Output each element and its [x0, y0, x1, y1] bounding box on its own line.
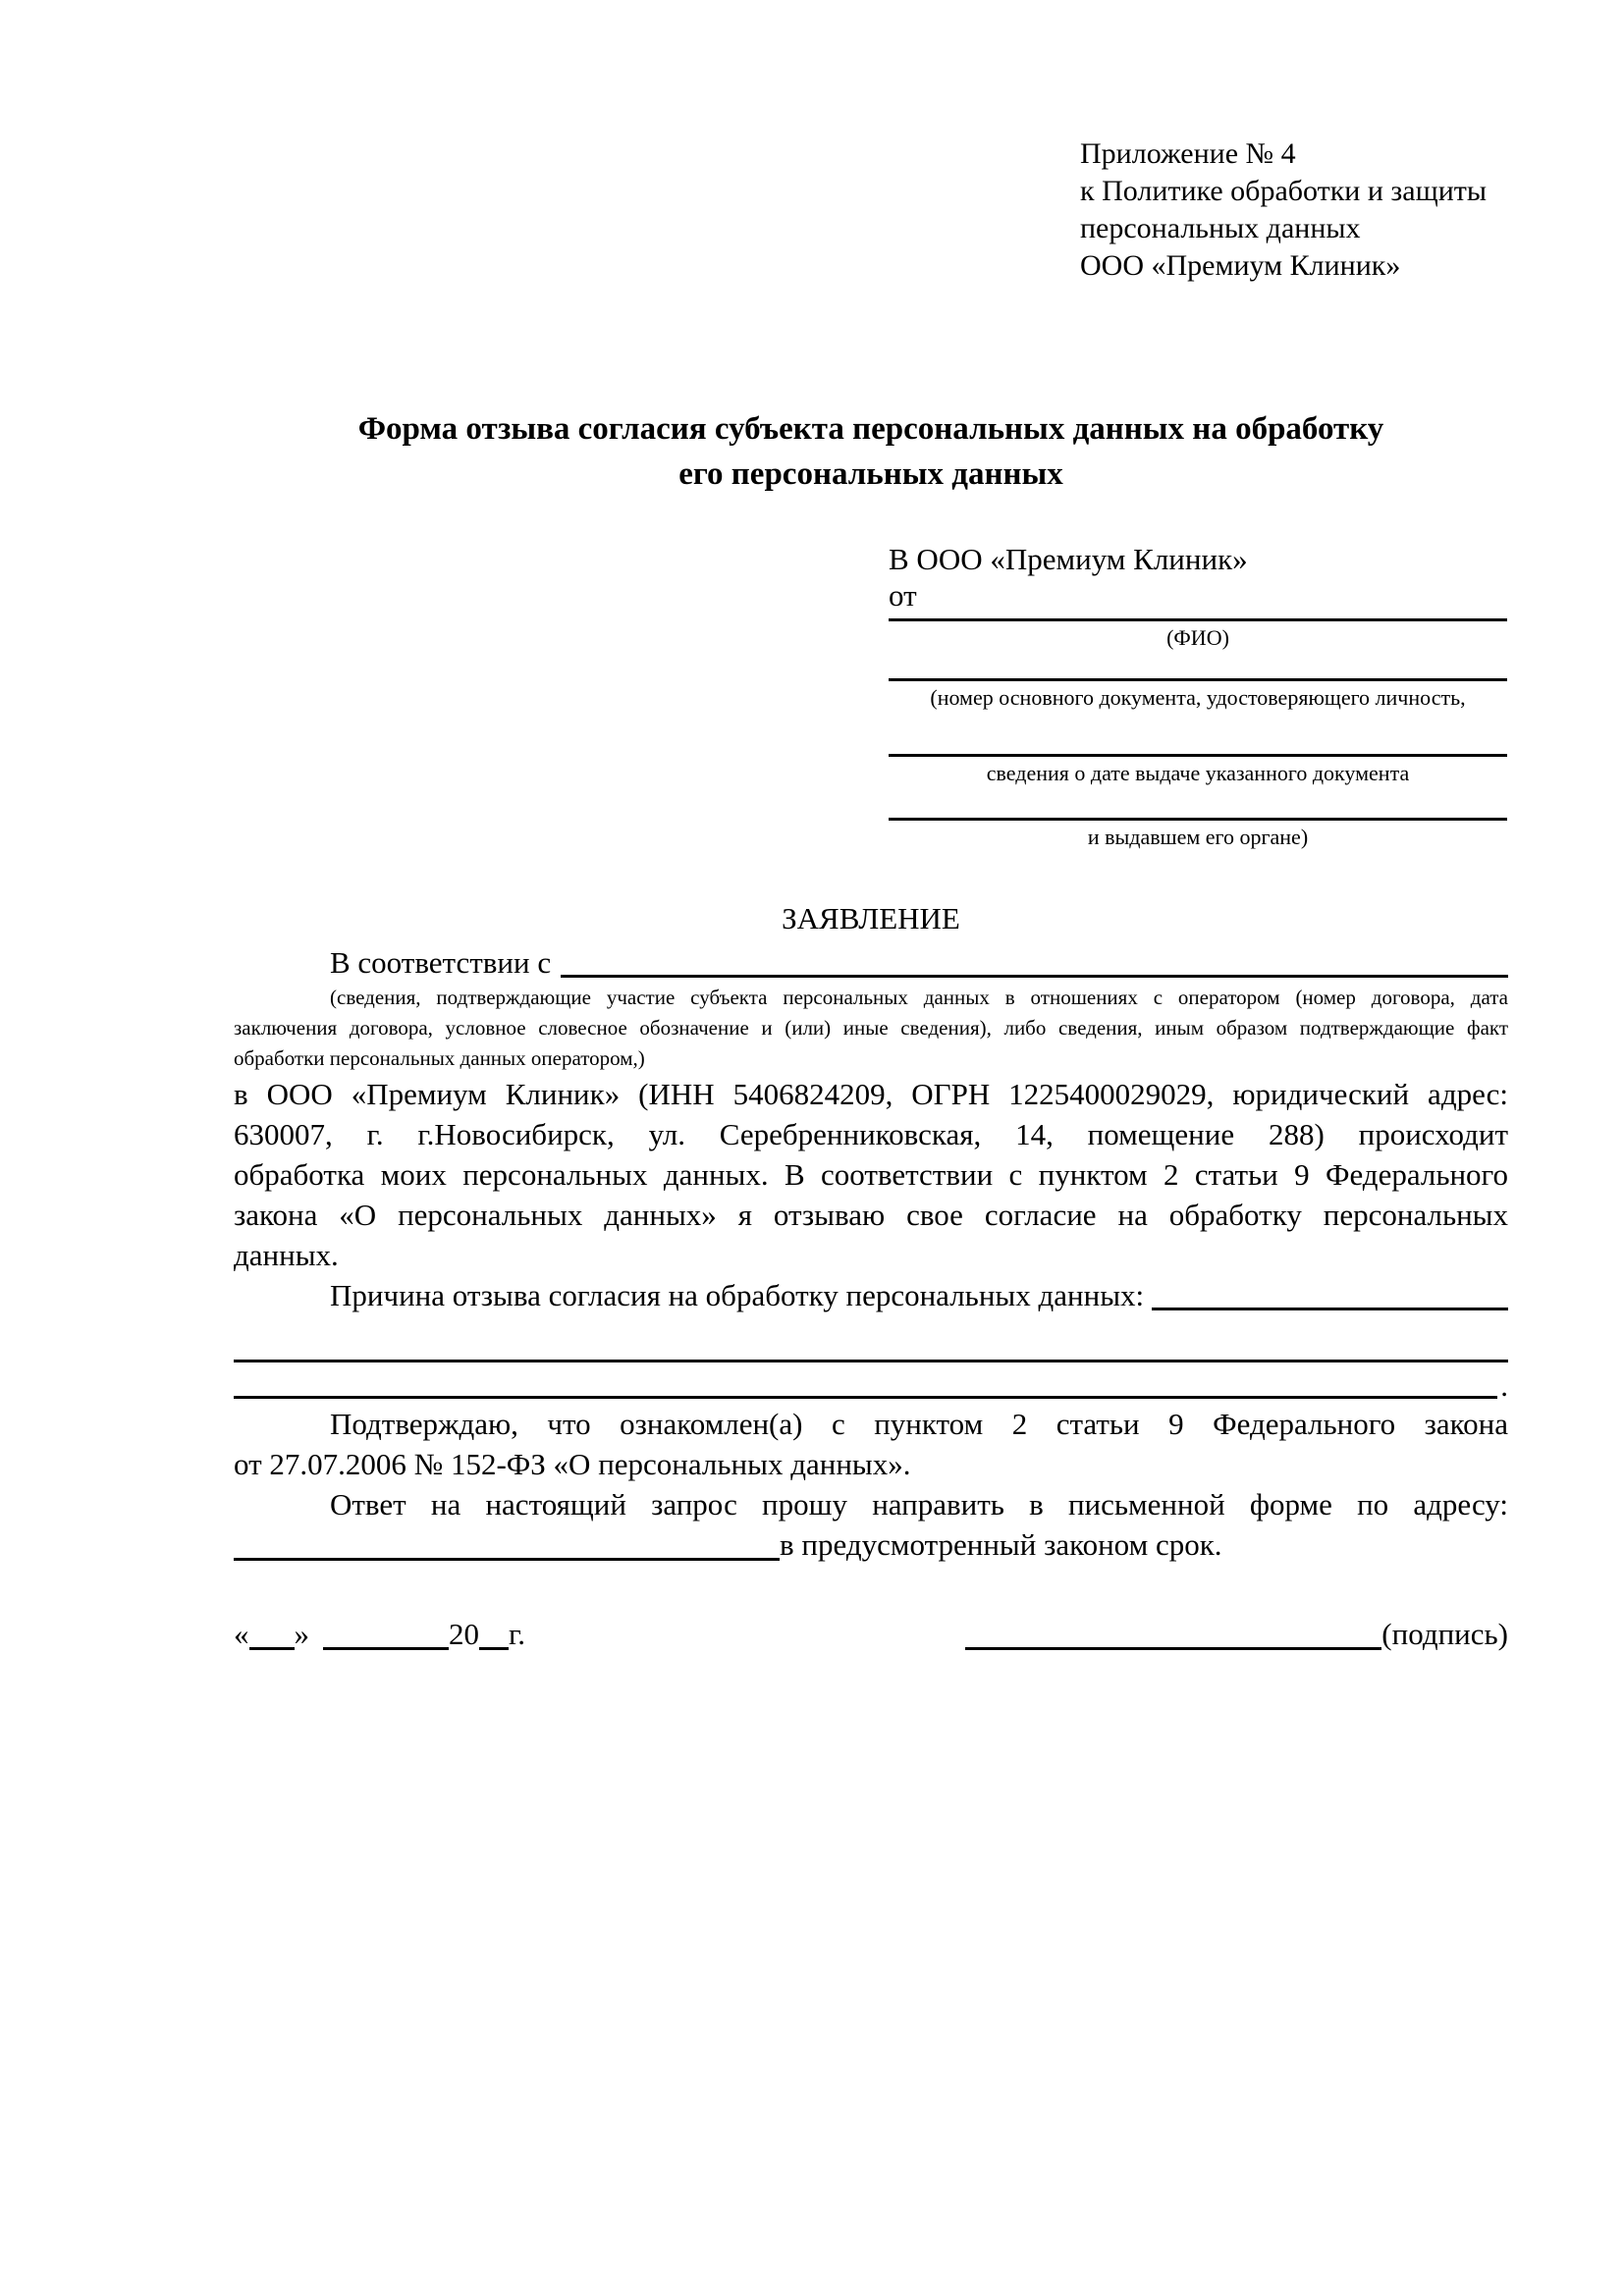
confirmation-line-2: от 27.07.2006 № 152-ФЗ «О персональных данных». — [234, 1447, 911, 1481]
statement-heading: ЗАЯВЛЕНИЕ — [782, 901, 960, 935]
fio-caption: (ФИО) — [1166, 625, 1229, 650]
addressee-block — [889, 540, 1507, 850]
main-paragraph-line-2: 630007, г. г.Новосибирск, ул. Серебренниковская, 14, помещение 288) происходит — [234, 1117, 1508, 1151]
basis-prefix: В соответствии с — [330, 945, 552, 980]
reply-line: Ответ на настоящий запрос прошу направить в письменной форме по адресу: — [330, 1487, 1508, 1522]
document-title-line-1: Форма отзыва согласия субъекта персональных данных на обработку — [357, 411, 1384, 447]
header-note-line-1: Приложение № 4 — [1080, 137, 1296, 170]
document-title-line-2: его персональных данных — [678, 456, 1063, 492]
basis-note-line-2: заключения договора, условное словесное обозначение и (или) иные сведения), либо сведения, иным образом подтверждающие факт — [234, 1016, 1508, 1040]
reason-label: Причина отзыва согласия на обработку персональных данных: — [330, 1278, 1145, 1312]
main-paragraph-line-1: в ООО «Премиум Клиник» (ИНН 5406824209, ОГРН 1225400029029, юридический адрес: — [234, 1077, 1508, 1111]
main-paragraph-line-5: данных. — [234, 1238, 339, 1272]
basis-note — [234, 983, 1508, 1074]
reason-end-period: . — [1500, 1368, 1508, 1403]
signature-field — [965, 1614, 1508, 1654]
issue-date-caption: сведения о дате выдаче указанного документа — [986, 761, 1410, 785]
fio-input-line[interactable] — [889, 613, 1507, 621]
reason-input-line-3[interactable] — [234, 1396, 1497, 1399]
issue-date-input-line[interactable] — [889, 711, 1507, 757]
header-note-line-3: персональных данных — [1080, 212, 1361, 244]
main-paragraph — [234, 1074, 1508, 1275]
basis-input-line[interactable] — [561, 975, 1508, 978]
header-note-line-2: к Политике обработки и защиты — [1080, 175, 1488, 207]
basis-row — [234, 938, 1508, 983]
quote-open: « — [234, 1617, 249, 1651]
issuing-authority-input-line[interactable] — [889, 786, 1507, 821]
main-paragraph-line-4: закона «О персональных данных» я отзываю свое согласие на обработку персональных — [234, 1198, 1508, 1232]
basis-note-line-1: (сведения, подтверждающие участие субъекта персональных данных в отношениях с оператором (номер договора, дата — [330, 986, 1508, 1009]
signature-input-line[interactable] — [965, 1614, 1381, 1650]
month-input-line[interactable] — [323, 1614, 449, 1650]
address-input-line[interactable] — [234, 1524, 780, 1561]
reason-input-line-1[interactable] — [1152, 1308, 1508, 1310]
main-paragraph-line-3: обработка моих персональных данных. В соответствии с пунктом 2 статьи 9 Федерального — [234, 1157, 1508, 1192]
year-input-line[interactable] — [479, 1614, 509, 1650]
basis-note-line-3: обработки персональных данных оператором,) — [234, 1046, 645, 1070]
document-title — [234, 406, 1508, 497]
year-prefix: 20 — [449, 1617, 479, 1651]
reason-row — [234, 1275, 1508, 1315]
reason-row-3 — [234, 1362, 1508, 1404]
date-signature-row — [234, 1614, 1508, 1654]
document-number-input-line[interactable] — [889, 651, 1507, 681]
header-note-line-4: ООО «Премиум Клиник» — [1080, 249, 1401, 282]
addressee-to: В ООО «Премиум Клиник» — [889, 542, 1248, 576]
reason-input-line-2[interactable] — [234, 1315, 1508, 1362]
date-field — [234, 1614, 525, 1654]
reply-address-row — [234, 1524, 1508, 1565]
addressee-from-label: от — [889, 578, 917, 613]
statement-body — [234, 899, 1508, 1654]
header-note — [1080, 135, 1542, 285]
reply-suffix: в предусмотренный законом срок. — [780, 1527, 1222, 1562]
signature-caption: (подпись) — [1381, 1617, 1508, 1651]
year-suffix: г. — [509, 1617, 525, 1651]
confirmation-line-1: Подтверждаю, что ознакомлен(а) с пунктом 2 статьи 9 Федерального закона — [330, 1407, 1508, 1441]
document-number-caption: (номер основного документа, удостоверяющего личность, — [930, 685, 1466, 710]
quote-close: » — [294, 1617, 309, 1651]
day-input-line[interactable] — [249, 1614, 295, 1650]
issuing-authority-caption: и выдавшем его органе) — [1087, 825, 1309, 849]
